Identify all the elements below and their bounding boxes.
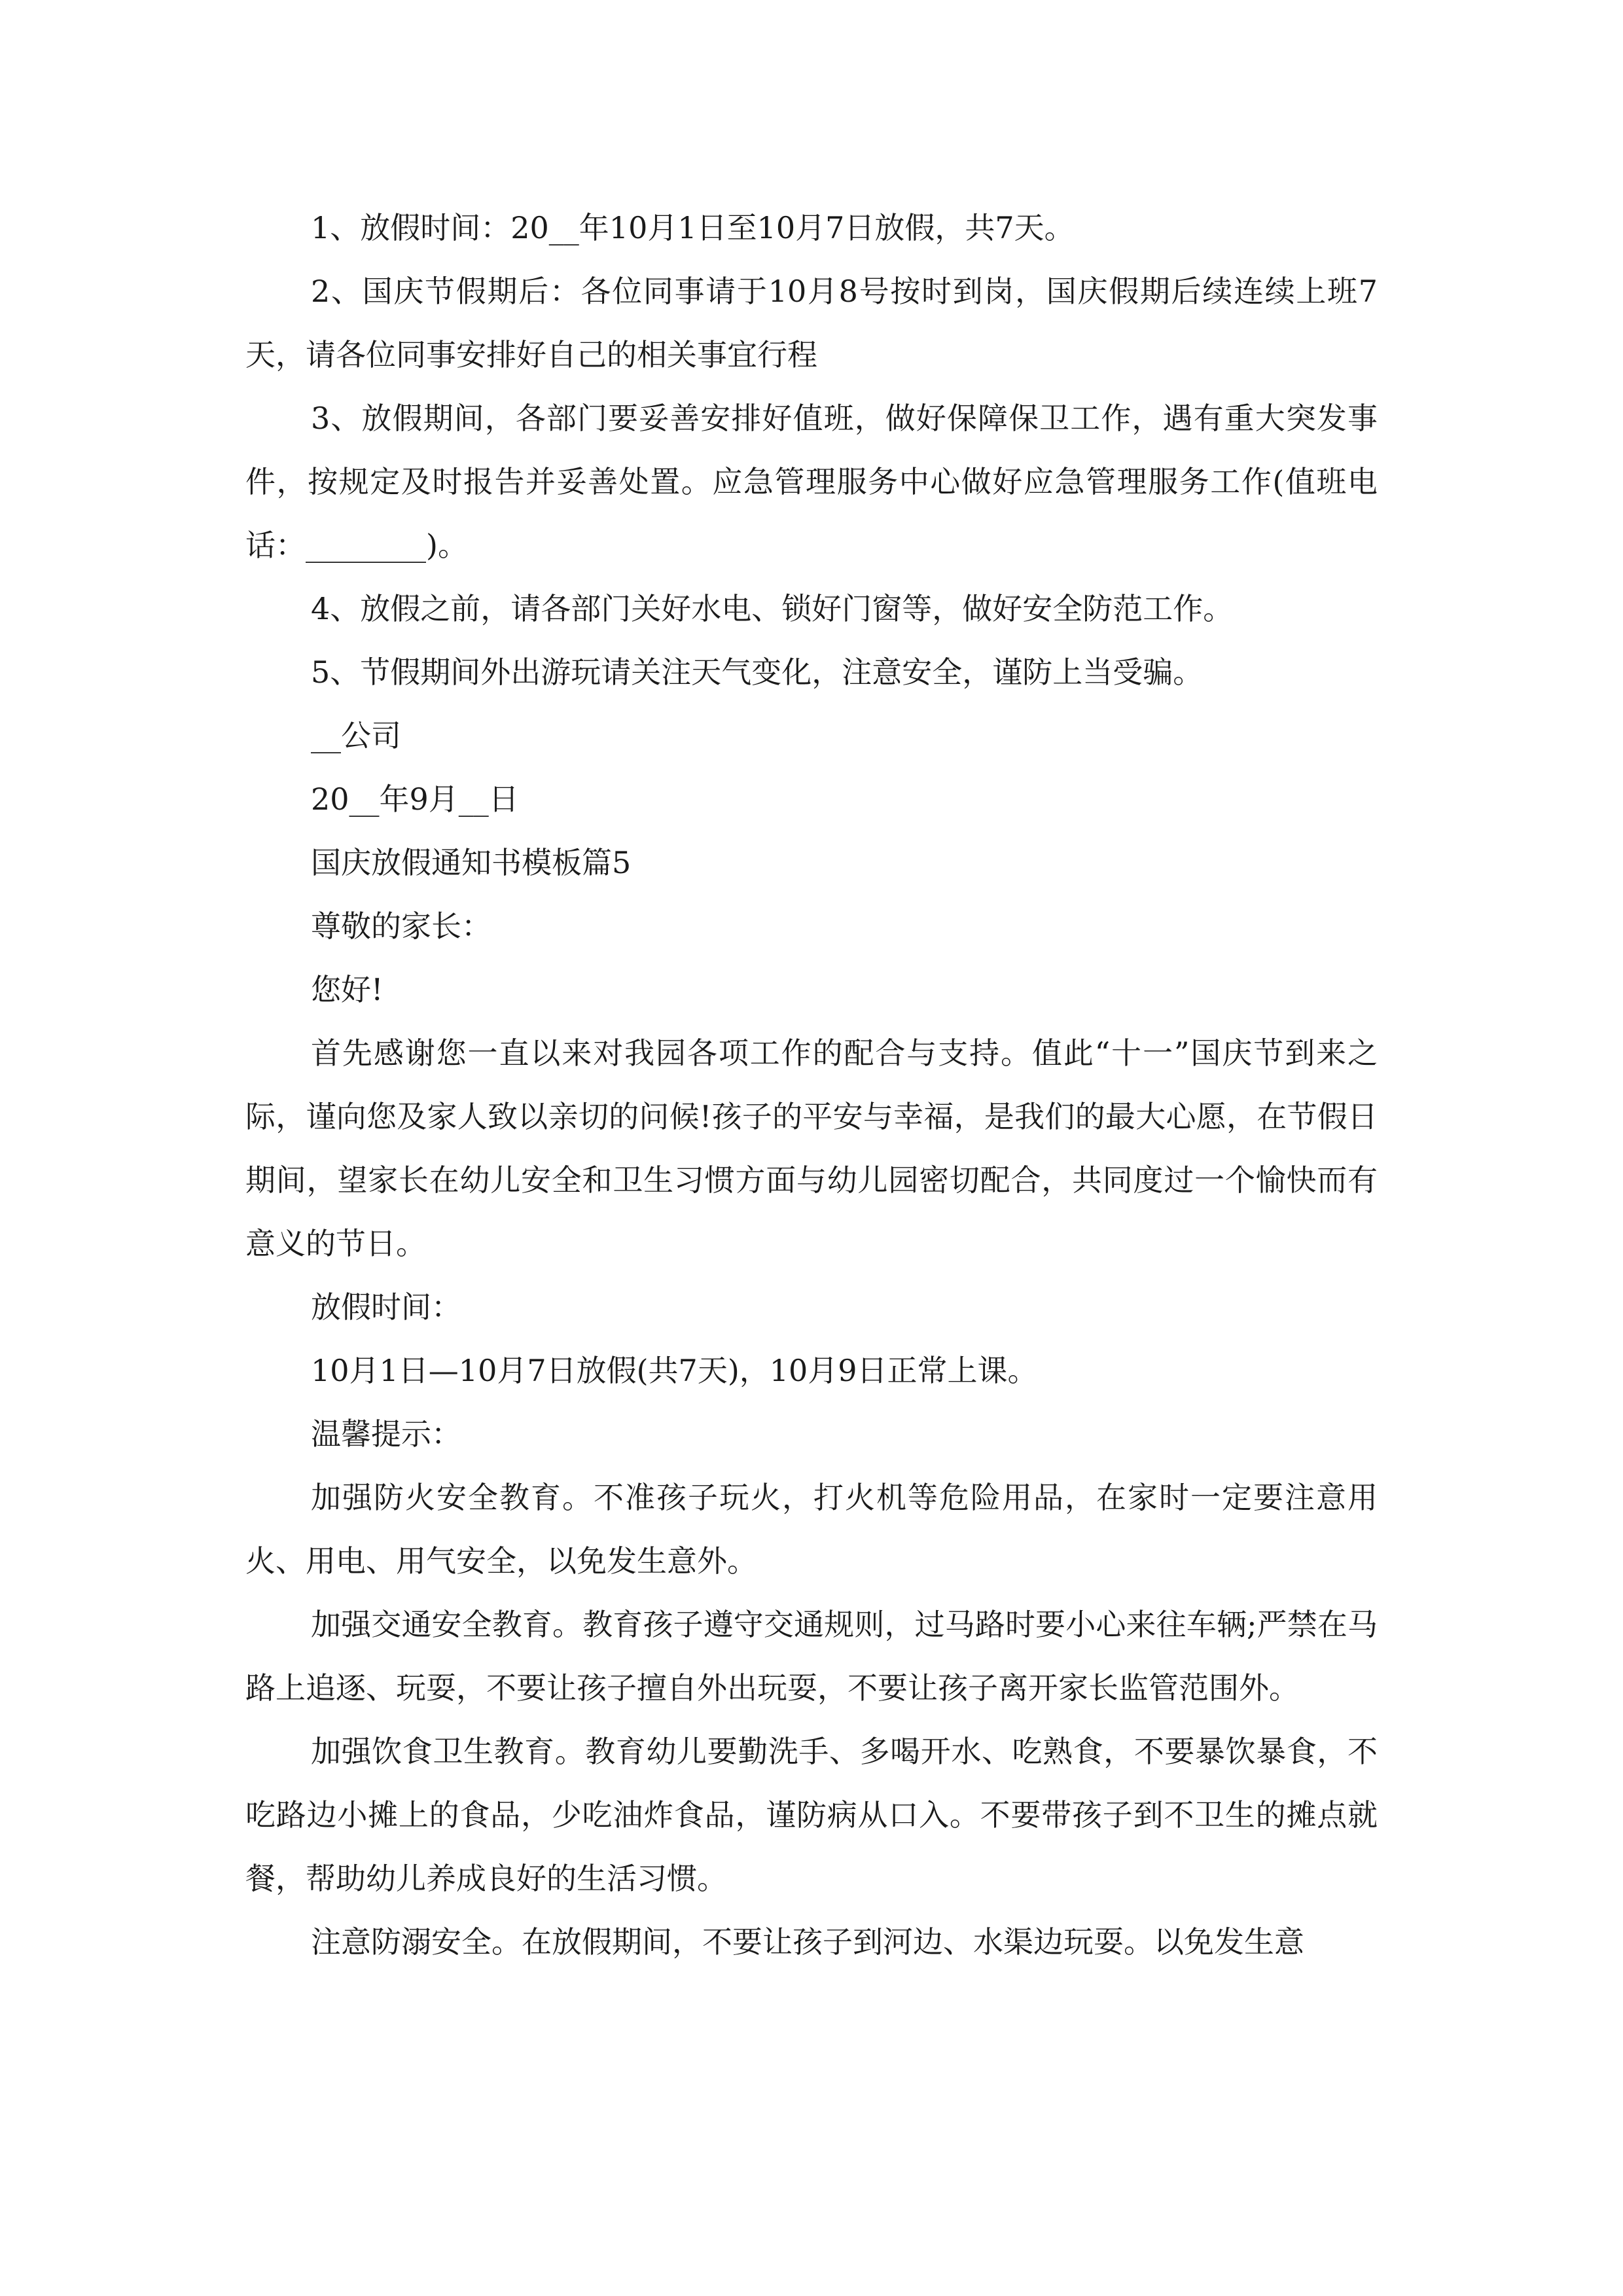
paragraph-duty-arrangement: 3、放假期间，各部门要妥善安排好值班，做好保障保卫工作，遇有重大突发事件，按规定及时报告并妥善处置。应急管理服务中心做好应急管理服务工作(值班电话：________)。 xyxy=(245,401,1378,563)
signature-company: __公司 xyxy=(311,718,401,753)
greeting: 您好! xyxy=(311,972,383,1007)
heading-warm-tips: 温馨提示： xyxy=(311,1416,461,1452)
paragraph-drowning-safety: 注意防溺安全。在放假期间，不要让孩子到河边、水渠边玩耍。以免发生意 xyxy=(311,1924,1304,1960)
heading-holiday-time: 放假时间： xyxy=(311,1289,461,1325)
salutation: 尊敬的家长： xyxy=(311,908,491,944)
paragraph-safety-before-leave: 4、放假之前，请各部门关好水电、锁好门窗等，做好安全防范工作。 xyxy=(311,591,1234,626)
signature-date: 20__年9月__日 xyxy=(311,781,519,817)
document-body xyxy=(245,196,1378,1974)
paragraph-traffic-safety: 加强交通安全教育。教育孩子遵守交通规则，过马路时要小心来往车辆;严禁在马路上追逐、玩耍，不要让孩子擅自外出玩耍，不要让孩子离开家长监管范围外。 xyxy=(245,1607,1378,1706)
paragraph-holiday-dates: 10月1日—10月7日放假(共7天)，10月9日正常上课。 xyxy=(311,1353,1038,1388)
paragraph-travel-safety: 5、节假期间外出游玩请关注天气变化，注意安全，谨防上当受骗。 xyxy=(311,655,1204,690)
paragraph-fire-safety: 加强防火安全教育。不准孩子玩火，打火机等危险用品，在家时一定要注意用火、用电、用气安全，以免发生意外。 xyxy=(245,1480,1378,1579)
section-title: 国庆放假通知书模板篇5 xyxy=(311,845,632,880)
paragraph-thanks: 首先感谢您一直以来对我园各项工作的配合与支持。值此“十一”国庆节到来之际，谨向您及家人致以亲切的问候!孩子的平安与幸福，是我们的最大心愿，在节假日期间，望家长在幼儿安全和卫生习惯方面与幼儿园密切配合，共同度过一个愉快而有意义的节日。 xyxy=(245,1035,1378,1261)
paragraph-holiday-time: 1、放假时间：20__年10月1日至10月7日放假，共7天。 xyxy=(311,210,1075,245)
paragraph-return-to-work: 2、国庆节假期后：各位同事请于10月8号按时到岗，国庆假期后续连续上班7天，请各位同事安排好自己的相关事宜行程 xyxy=(245,274,1378,372)
paragraph-food-hygiene: 加强饮食卫生教育。教育幼儿要勤洗手、多喝开水、吃熟食，不要暴饮暴食，不吃路边小摊上的食品，少吃油炸食品，谨防病从口入。不要带孩子到不卫生的摊点就餐，帮助幼儿养成良好的生活习惯。 xyxy=(245,1734,1378,1896)
